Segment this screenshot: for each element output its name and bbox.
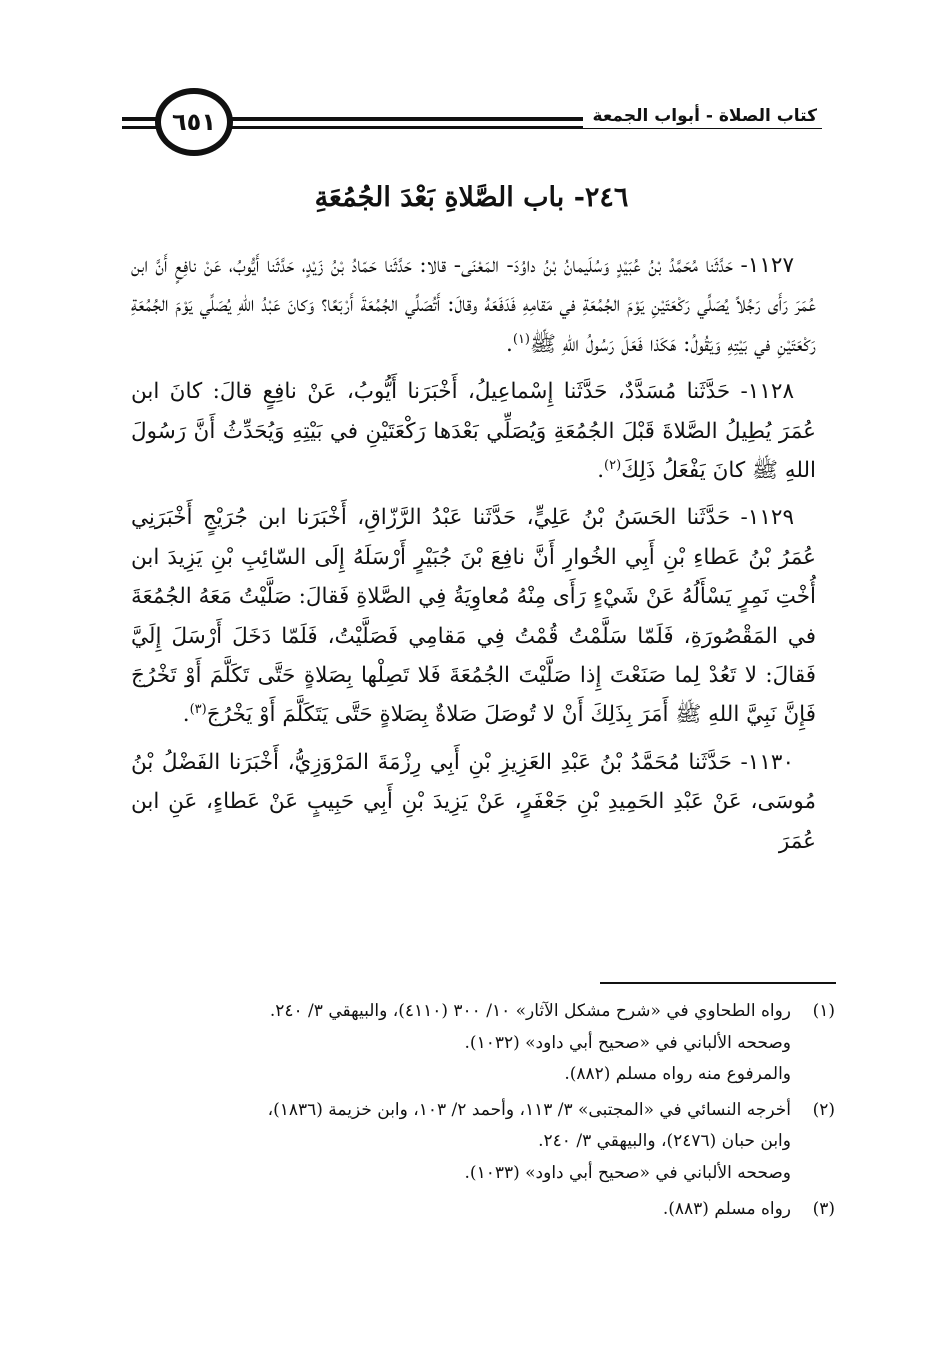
hadith-paragraph [131,743,816,861]
footnote-separator [600,982,836,984]
footnote [131,1194,835,1226]
footnote-number: (٢) [812,1099,835,1120]
footnote-line: وصححه الألباني في «صحيح أبي داود» (١٠٣٢). [464,1032,791,1053]
hadith-text: ١١٣٠- حَدَّثَنا مُحَمَّدُ بْنُ عَبْدِ العَزِيزِ بْنِ أَبِي رِزْمَةَ المَرْوَزِيُّ، أَخْبَرَنا الفَضْلُ بْنُ مُوسَى، عَنْ عَبْدِ الحَمِيدِ بْنِ جَعْفَرٍ، عَنْ يَزِيدَ بْنِ أَبِي حَبِيبٍ عَنْ عَطاءٍ، عَنِ ابن عُمَرَ [131,749,816,854]
chapter-title: ٢٤٦- باب الصَّلاةِ بَعْدَ الجُمُعَةِ [314,182,629,213]
hadith-paragraph [131,246,816,364]
hadith-tail: . [506,331,513,357]
footnote-line: وابن حبان (٢٤٧٦)، والبيهقي ٣/ ٢٤٠. [538,1131,791,1152]
footnote-line: وصححه الألباني في «صحيح أبي داود» (١٠٣٣). [464,1162,791,1183]
footnotes [131,996,835,1229]
hadith-text: ١١٢٩- حَدَّثَنا الحَسَنُ بْنُ عَلِيٍّ، حَدَّثَنا عَبْدُ الرَّزّاقِ، أَخْبَرَنا ابن جُرَيْجٍ أَخْبَرَنِي عُمَرُ بْنُ عَطاءِ بْنِ أَبِي الخُوارِ أَنَّ نافِعَ بْنَ جُبَيْرٍ أَرْسَلَهُ إِلَى السّائِبِ بْنِ يَزِيدَ ابن أُخْتِ نَمِرٍ يَسْأَلُهُ عَنْ شَيْءٍ رَأَى مِنْهُ مُعاوِيَةُ فِي الصَّلاةِ فَقالَ: صَلَّيْتُ مَعَهُ الجُمُعَةَ في المَقْصُورَةِ، فَلَمّا سَلَّمْتُ قُمْتُ فِي مَقامِي فَصَلَّيْتُ، فَلَمّا دَخَلَ أَرْسَلَ إِلَيَّ فَقالَ: لا تَعُدْ لِما صَنَعْتَ إِذا صَلَّيْتَ الجُمُعَةَ فَلا تَصِلْها بِصَلاةٍ حَتَّى تَكَلَّمَ أَوْ تَخْرُجَ فَإِنَّ نَبِيَّ اللهِ ﷺ أَمَرَ بِذَلِكَ أَنْ لا تُوصَلَ صَلاةٌ بِصَلاةٍ حَتَّى يَتَكَلَّمَ أَوْ يَخْرُجَ [131,505,816,728]
running-title: كتاب الصلاة - أبواب الجمعة [583,104,825,128]
main-text [131,246,816,869]
footnote-number: (٣) [812,1198,835,1219]
footnote [131,1095,835,1190]
hadith-tail: . [182,702,190,728]
footnote-line: رواه الطحاوي في «شرح مشكل الآثار» ١٠/ ٣٠٠ (٤١١٠)، والبيهقي ٣/ ٢٤٠. [269,1001,791,1021]
hadith-paragraph [131,498,816,734]
footnote-ref: (١) [512,331,530,347]
page-number: ٦٥١ [155,88,233,156]
footnote [131,996,835,1091]
hadith-text: ١١٢٧- حَدَّثَنا مُحَمَّدُ بْنُ عُبَيْدٍ وَسُلَيمانُ بْنُ داوُدَ- المَعْنَى- قالا: حَدَّثَنا حَمّادُ بْنُ زَيْدٍ، حَدَّثَنا أَيُّوبُ، عَنْ نافِعٍ أَنَّ ابن عُمَرَ رَأَى رَجُلاً يُصَلِّي رَكْعَتَيْنِ يَوْمَ الجُمُعَةِ في مَقامِهِ فَدَفَعَهُ وقالَ: أَتُصَلِّي الجُمُعَةَ أَرْبَعًا؟ وَكانَ عَبْدُ اللهِ يُصَلِّي يَوْمَ الجُمُعَةِ رَكْعَتَيْنِ في بَيْتِهِ وَيَقُولُ: هَكَذا فَعَلَ رَسُولُ اللهِ ﷺ [131,253,816,357]
footnote-line: والمرفوع منه رواه مسلم (٨٨٢). [564,1064,791,1085]
footnote-ref: (٣) [189,702,207,718]
footnote-ref: (٢) [604,457,622,473]
hadith-tail: . [597,458,605,484]
hadith-paragraph [131,372,816,490]
footnote-line: رواه مسلم (٨٨٣). [662,1198,791,1219]
footnote-number: (١) [812,1001,835,1021]
hadith-text: ١١٢٨- حَدَّثَنا مُسَدَّدٌ، حَدَّثَنا إِسْماعِيلُ، أَخْبَرَنا أَيُّوبُ، عَنْ نافِعٍ قالَ: كانَ ابن عُمَرَ يُطِيلُ الصَّلاةَ قَبْلَ الجُمُعَةِ وَيُصَلِّي بَعْدَها رَكْعَتَيْنِ في بَيْتِهِ وَيُحَدِّثُ أَنَّ رَسُولَ اللهِ ﷺ كانَ يَفْعَلُ ذَلِكَ [131,379,816,484]
footnote-line: أخرجه النسائي في «المجتبى» ٣/ ١١٣، وأحمد ٢/ ١٠٣، وابن خزيمة (١٨٣٦)، [267,1099,791,1120]
